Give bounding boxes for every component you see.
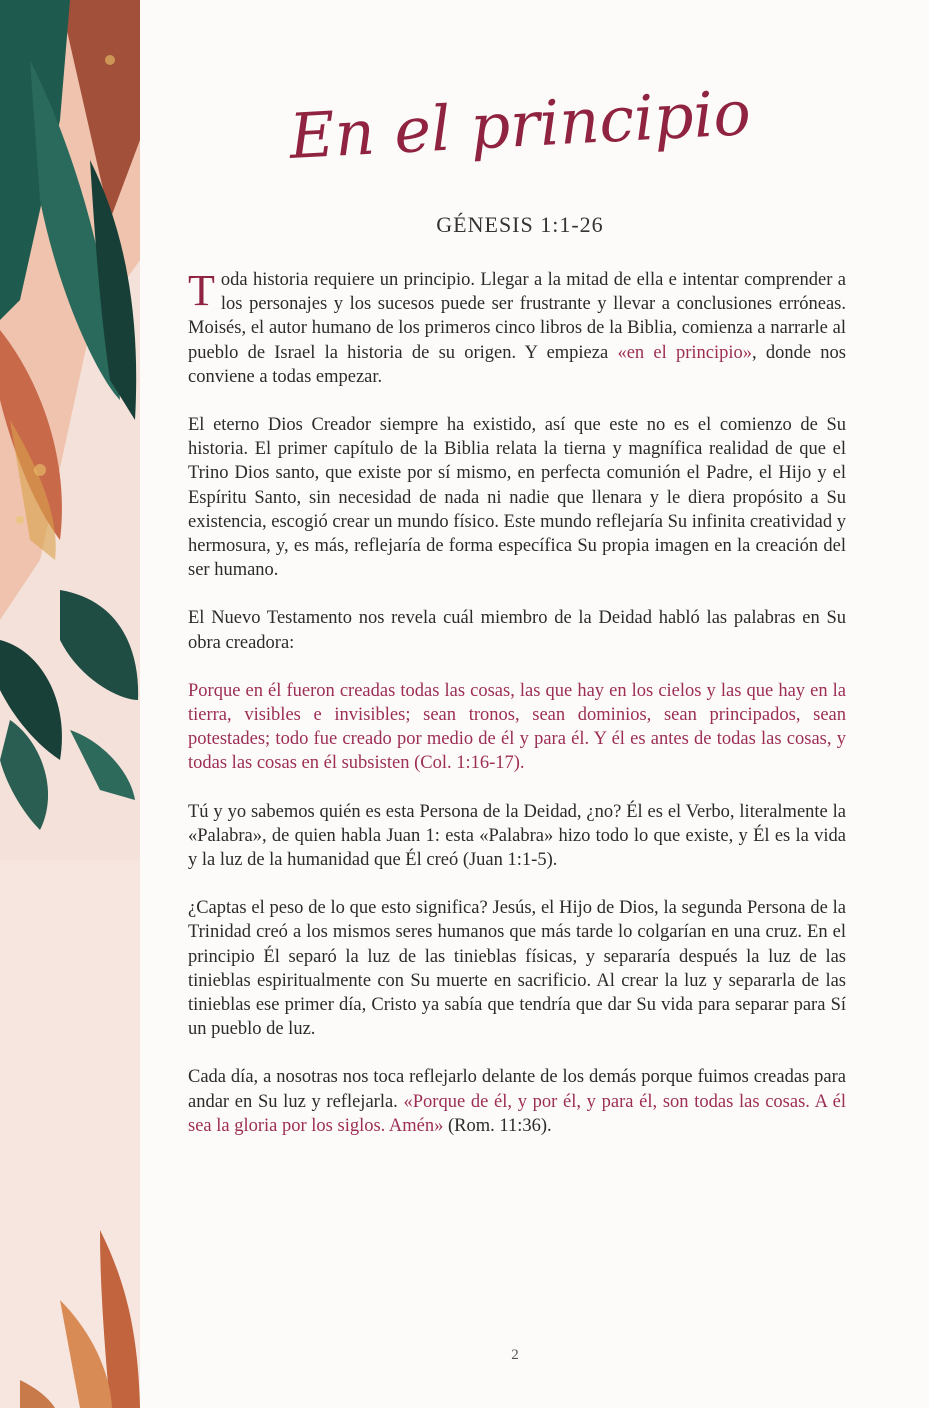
floral-side-artwork — [0, 0, 140, 1408]
paragraph-intro-end: , donde nos conviene a todas empezar. — [188, 342, 846, 387]
page-number: 2 — [511, 1347, 519, 1363]
paragraph-intro-accent: «en el principio» — [617, 342, 752, 363]
paragraph-closing-text: Cada día, a nosotras nos toca reflejarlo delante de los demás porque fuimos creadas para andar en Su luz y reflejarla. — [188, 1067, 846, 1112]
scripture-reference: GÉNESIS 1:1-26 — [436, 212, 604, 237]
paragraph-weight: ¿Captas el peso de lo que esto significa? Jesús, el Hijo de Dios, la segunda Persona de la Trinidad creó a los mismos seres humanos que más tarde lo colgarían en una cruz. En el principio Él separó la luz de las tinieblas físicas, y separaría después la luz de las tinieblas espiritualmente con Su muerte en sacrificio. Al crear la luz y separarla de las tinieblas ese primer día, Cristo ya sabía que tendría que dar Su vida para separar para Sí un pueblo de luz. — [188, 898, 846, 1040]
article-body — [188, 268, 846, 1162]
paragraph-closing-end: (Rom. 11:36). — [443, 1115, 552, 1136]
paragraph-new-testament: El Nuevo Testamento nos revela cuál miembro de la Deidad habló las palabras en Su obra creadora: — [188, 608, 846, 653]
paragraph-intro-text: oda historia requiere un principio. Llegar a la mitad de ella e intentar comprender a los personajes y los sucesos puede ser frustrante y llevar a conclusiones erróneas. Moisés, el autor humano de los primeros cinco libros de la Biblia, comienza a narrarle al pueblo de Israel la historia de su origen. Y empieza — [188, 270, 846, 363]
page-title: En el principio — [287, 75, 753, 174]
paragraph-closing-accent: «Porque de él, y por él, y para él, son todas las cosas. A él sea la gloria por los siglos. Amén» — [188, 1091, 846, 1136]
scripture-quote: Porque en él fueron creadas todas las cosas, las que hay en los cielos y las que hay en la tierra, visibles e invisibles; sean tronos, sean dominios, sean principados, sean potestades; todo fue creado por medio de él y para él. Y él es antes de todas las cosas, y todas las cosas en él subsisten (Col. 1:16-17). — [188, 680, 846, 774]
paragraph-verbo: Tú y yo sabemos quién es esta Persona de la Deidad, ¿no? Él es el Verbo, literalmente la «Palabra», de quien habla Juan 1: esta «Palabra» hizo todo lo que existe, y Él es la vida y la luz de la humanidad que Él creó (Juan 1:1-5). — [188, 801, 846, 871]
drop-cap: T — [188, 266, 215, 315]
botanical-illustration — [0, 0, 140, 1408]
paragraph-creator: El eterno Dios Creador siempre ha existido, así que este no es el comienzo de Su historia. El primer capítulo de la Biblia relata la tierna y magnífica realidad de que el Trino Dios santo, que existe por sí mismo, en perfecta comunión el Padre, el Hijo y el Espíritu Santo, sin necesidad de nada ni nadie que llenara y le diera propósito a Su existencia, escogió crear un mundo físico. Este mundo reflejaría Su infinita creatividad y hermosura, y, es más, reflejaría de forma específica Su propia imagen en la creación del ser humano. — [188, 415, 846, 581]
paragraph-closing — [188, 1065, 846, 1138]
paragraph-intro — [188, 268, 846, 389]
